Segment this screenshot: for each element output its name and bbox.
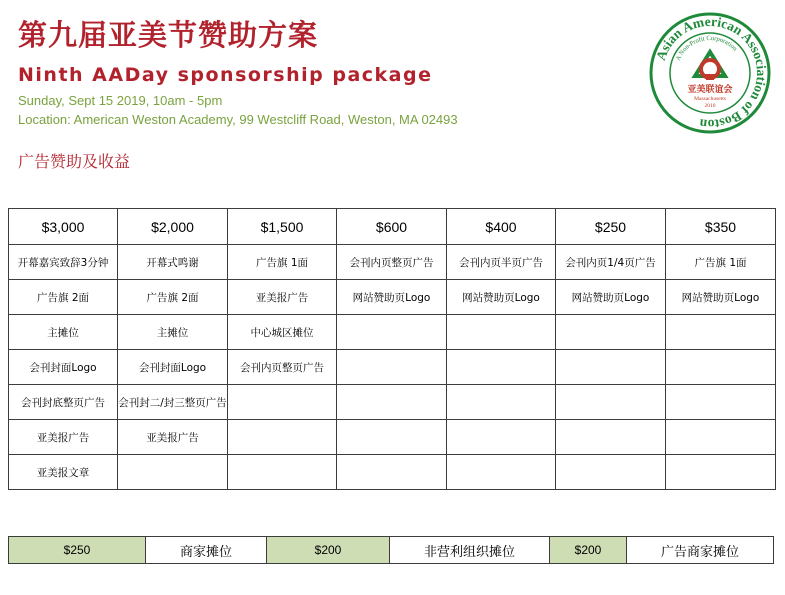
benefit-cell bbox=[556, 385, 666, 420]
benefit-cell bbox=[228, 455, 337, 490]
benefit-cell: 会刊内页半页广告 bbox=[447, 245, 556, 280]
logo-ring-text: Asian American Association of Boston bbox=[652, 13, 770, 133]
booth-price: $250 bbox=[9, 537, 146, 564]
booth-type: 广告商家摊位 bbox=[627, 537, 774, 564]
benefit-cell bbox=[447, 385, 556, 420]
table-row bbox=[9, 350, 776, 385]
benefit-cell bbox=[447, 350, 556, 385]
tier-header-row bbox=[9, 209, 776, 245]
section-title: 广告赞助及收益 bbox=[18, 152, 131, 171]
tier-price: $250 bbox=[556, 209, 666, 245]
benefit-cell: 会刊内页整页广告 bbox=[228, 350, 337, 385]
tier-price: $350 bbox=[666, 209, 776, 245]
benefit-cell: 会刊封底整页广告 bbox=[9, 385, 118, 420]
benefit-cell: 广告旗 2面 bbox=[9, 280, 118, 315]
page-title-english: Ninth AADay sponsorship package bbox=[18, 64, 433, 86]
event-date: Sunday, Sept 15 2019, 10am - 5pm bbox=[18, 93, 223, 108]
logo-chinese-name: 亚美联谊会 bbox=[687, 85, 733, 95]
logo-state: Massachusetts bbox=[694, 96, 726, 102]
benefit-cell: 开幕式鸣谢 bbox=[118, 245, 228, 280]
tier-price: $1,500 bbox=[228, 209, 337, 245]
benefit-cell bbox=[447, 420, 556, 455]
table-row bbox=[9, 455, 776, 490]
benefit-cell: 开幕嘉宾致辞3分钟 bbox=[9, 245, 118, 280]
table-row bbox=[9, 315, 776, 350]
benefit-cell: 广告旗 2面 bbox=[118, 280, 228, 315]
event-location: Location: American Weston Academy, 99 Westcliff Road, Weston, MA 02493 bbox=[18, 112, 458, 127]
sponsorship-table bbox=[8, 208, 776, 490]
benefit-cell: 网站赞助页Logo bbox=[666, 280, 776, 315]
table-row bbox=[9, 420, 776, 455]
booth-row bbox=[9, 537, 774, 564]
benefit-cell bbox=[666, 315, 776, 350]
tier-price: $400 bbox=[447, 209, 556, 245]
association-logo bbox=[649, 12, 771, 134]
benefit-cell bbox=[447, 315, 556, 350]
logo-inner-text: A Non-Profit Corporation bbox=[674, 34, 739, 62]
table-row bbox=[9, 280, 776, 315]
benefit-cell bbox=[337, 455, 447, 490]
benefit-cell: 网站赞助页Logo bbox=[556, 280, 666, 315]
benefit-cell: 会刊封面Logo bbox=[118, 350, 228, 385]
benefit-cell: 会刊封二/封三整页广告 bbox=[118, 385, 228, 420]
benefit-cell bbox=[447, 455, 556, 490]
benefit-cell bbox=[666, 420, 776, 455]
benefit-cell: 中心城区摊位 bbox=[228, 315, 337, 350]
benefit-cell bbox=[337, 350, 447, 385]
benefit-cell: 亚美报广告 bbox=[228, 280, 337, 315]
table-row bbox=[9, 245, 776, 280]
benefit-cell: 广告旗 1面 bbox=[228, 245, 337, 280]
benefit-cell: 会刊封面Logo bbox=[9, 350, 118, 385]
benefit-cell bbox=[337, 385, 447, 420]
benefit-cell: 会刊内页1/4页广告 bbox=[556, 245, 666, 280]
benefit-cell bbox=[556, 315, 666, 350]
benefit-cell: 亚美报广告 bbox=[118, 420, 228, 455]
benefit-cell bbox=[228, 420, 337, 455]
benefit-cell bbox=[556, 455, 666, 490]
benefit-cell bbox=[228, 385, 337, 420]
benefit-cell: 网站赞助页Logo bbox=[337, 280, 447, 315]
benefit-cell: 会刊内页整页广告 bbox=[337, 245, 447, 280]
benefit-cell bbox=[337, 420, 447, 455]
benefit-cell bbox=[666, 385, 776, 420]
benefit-cell: 主摊位 bbox=[9, 315, 118, 350]
booth-pricing-table bbox=[8, 536, 774, 564]
table-row bbox=[9, 385, 776, 420]
benefit-cell bbox=[556, 420, 666, 455]
logo-year: 2010 bbox=[704, 103, 716, 109]
benefit-cell bbox=[556, 350, 666, 385]
tier-price: $2,000 bbox=[118, 209, 228, 245]
benefit-cell: 广告旗 1面 bbox=[666, 245, 776, 280]
benefit-cell: 主摊位 bbox=[118, 315, 228, 350]
benefit-cell: 亚美报文章 bbox=[9, 455, 118, 490]
benefit-cell bbox=[666, 455, 776, 490]
benefit-cell bbox=[118, 455, 228, 490]
booth-price: $200 bbox=[550, 537, 627, 564]
booth-type: 非营利组织摊位 bbox=[390, 537, 550, 564]
benefit-cell bbox=[666, 350, 776, 385]
page-title-chinese: 第九届亚美节赞助方案 bbox=[18, 18, 319, 52]
benefit-cell: 亚美报广告 bbox=[9, 420, 118, 455]
tier-price: $600 bbox=[337, 209, 447, 245]
benefit-cell: 网站赞助页Logo bbox=[447, 280, 556, 315]
tier-price: $3,000 bbox=[9, 209, 118, 245]
booth-type: 商家摊位 bbox=[146, 537, 267, 564]
booth-price: $200 bbox=[267, 537, 390, 564]
benefit-cell bbox=[337, 315, 447, 350]
